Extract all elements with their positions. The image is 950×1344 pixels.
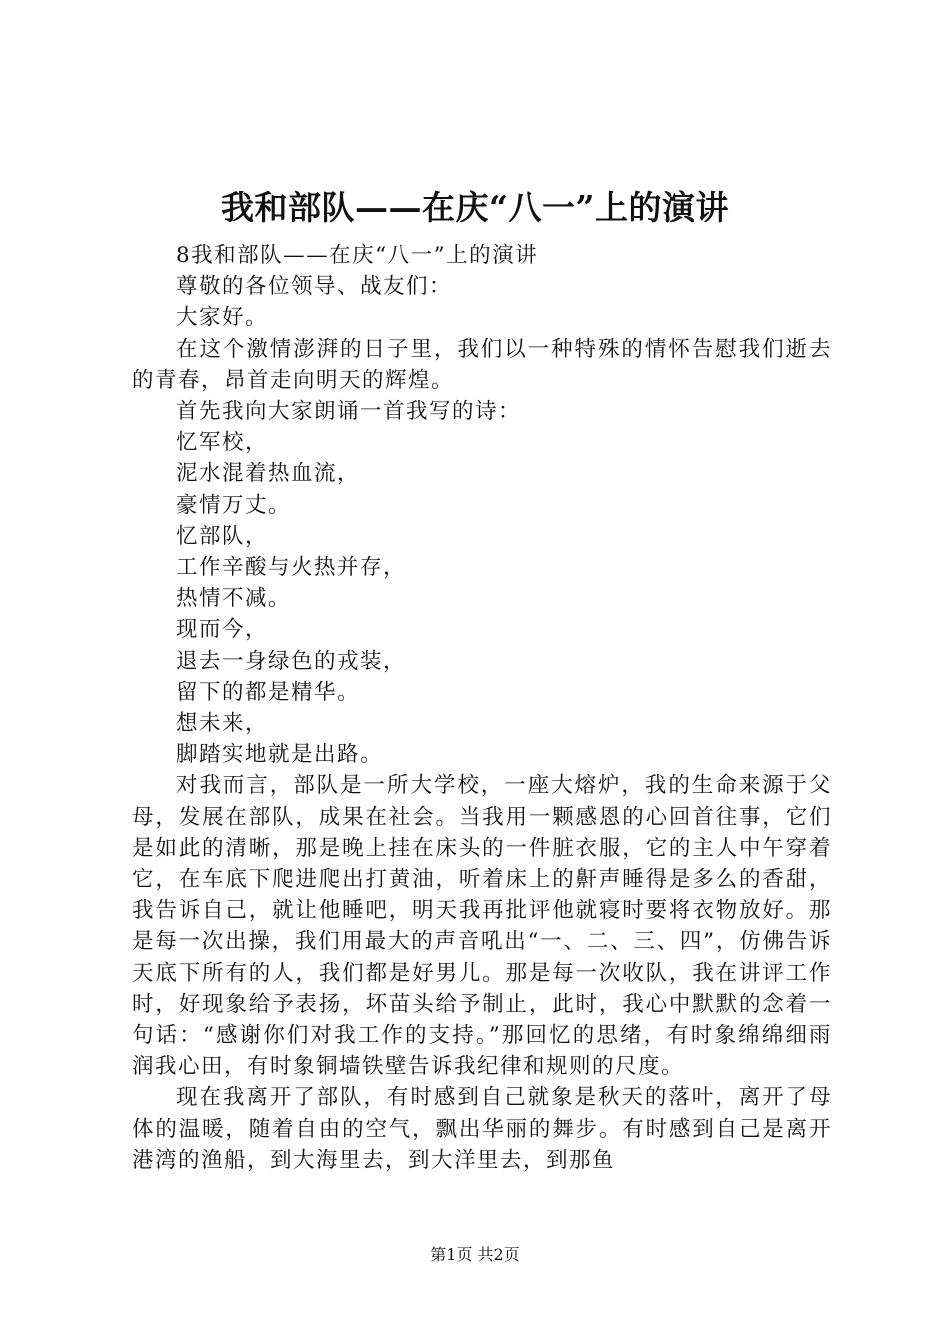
paragraph-body: 对我而言，部队是一所大学校，一座大熔炉，我的生命来源于父母，发展在部队，成果在社会。当我用一颗感恩的心回首往事，它们是如此的清晰，那是晚上挂在床头的一件脏衣服，它的主人中午穿着它，在车底下爬进爬出打黄油，听着床上的鼾声睡得是多么的香甜，我告诉自己，就让他睡吧，明天我再批评他就寝时要将衣物放好。那是每一次出操，我们用最大的声音吼出“一、二、三、四”，仿佛告诉天底下所有的人，我们都是好男儿。那是每一次收队，我在讲评工作时，好现象给予表扬，坏苗头给予制止，此时，我心中默默的念着一句话：“感谢你们对我工作的支持。”那回忆的思绪，有时象绵绵细雨润我心田，有时象铜墙铁壁告诉我纪律和规则的尺度。 [132, 773, 832, 1080]
poem-line: 想未来， [176, 711, 269, 737]
poem-line: 现而今， [176, 617, 269, 643]
paragraph-poem-lead: 首先我向大家朗诵一首我写的诗： [176, 399, 522, 425]
poem-line: 退去一身绿色的戎装， [176, 648, 407, 674]
paragraph-body: 现在我离开了部队，有时感到自己就象是秋天的落叶，离开了母体的温暖，随着自由的空气，飘出华丽的舞步。有时感到自己是离开港湾的渔船，到大海里去，到大洋里去，到那鱼 [132, 1085, 832, 1173]
paragraph-subtitle: 8我和部队——在庆“八一”上的演讲 [176, 243, 539, 268]
paragraph-salutation: 尊敬的各位领导、战友们： [176, 274, 453, 300]
poem-line: 留下的都是精华。 [176, 679, 361, 705]
poem-line: 忆部队， [176, 523, 269, 549]
poem-line: 忆军校， [176, 430, 269, 456]
document-title: 我和部队——在庆“八一”上的演讲 [221, 188, 729, 227]
poem-line: 泥水混着热血流， [176, 461, 361, 487]
poem-line: 脚踏实地就是出路。 [176, 742, 384, 768]
page-footer: 第1页 共2页 [430, 1245, 520, 1264]
document-body [132, 240, 832, 1176]
poem-line: 豪情万丈。 [176, 492, 292, 518]
paragraph-greeting: 大家好。 [176, 305, 269, 331]
poem-line: 工作辛酸与火热并存， [176, 555, 407, 581]
poem-line: 热情不减。 [176, 586, 292, 612]
paragraph-intro: 在这个激情澎湃的日子里，我们以一种特殊的情怀告慰我们逝去的青春，昂首走向明天的辉煌。 [132, 336, 832, 393]
